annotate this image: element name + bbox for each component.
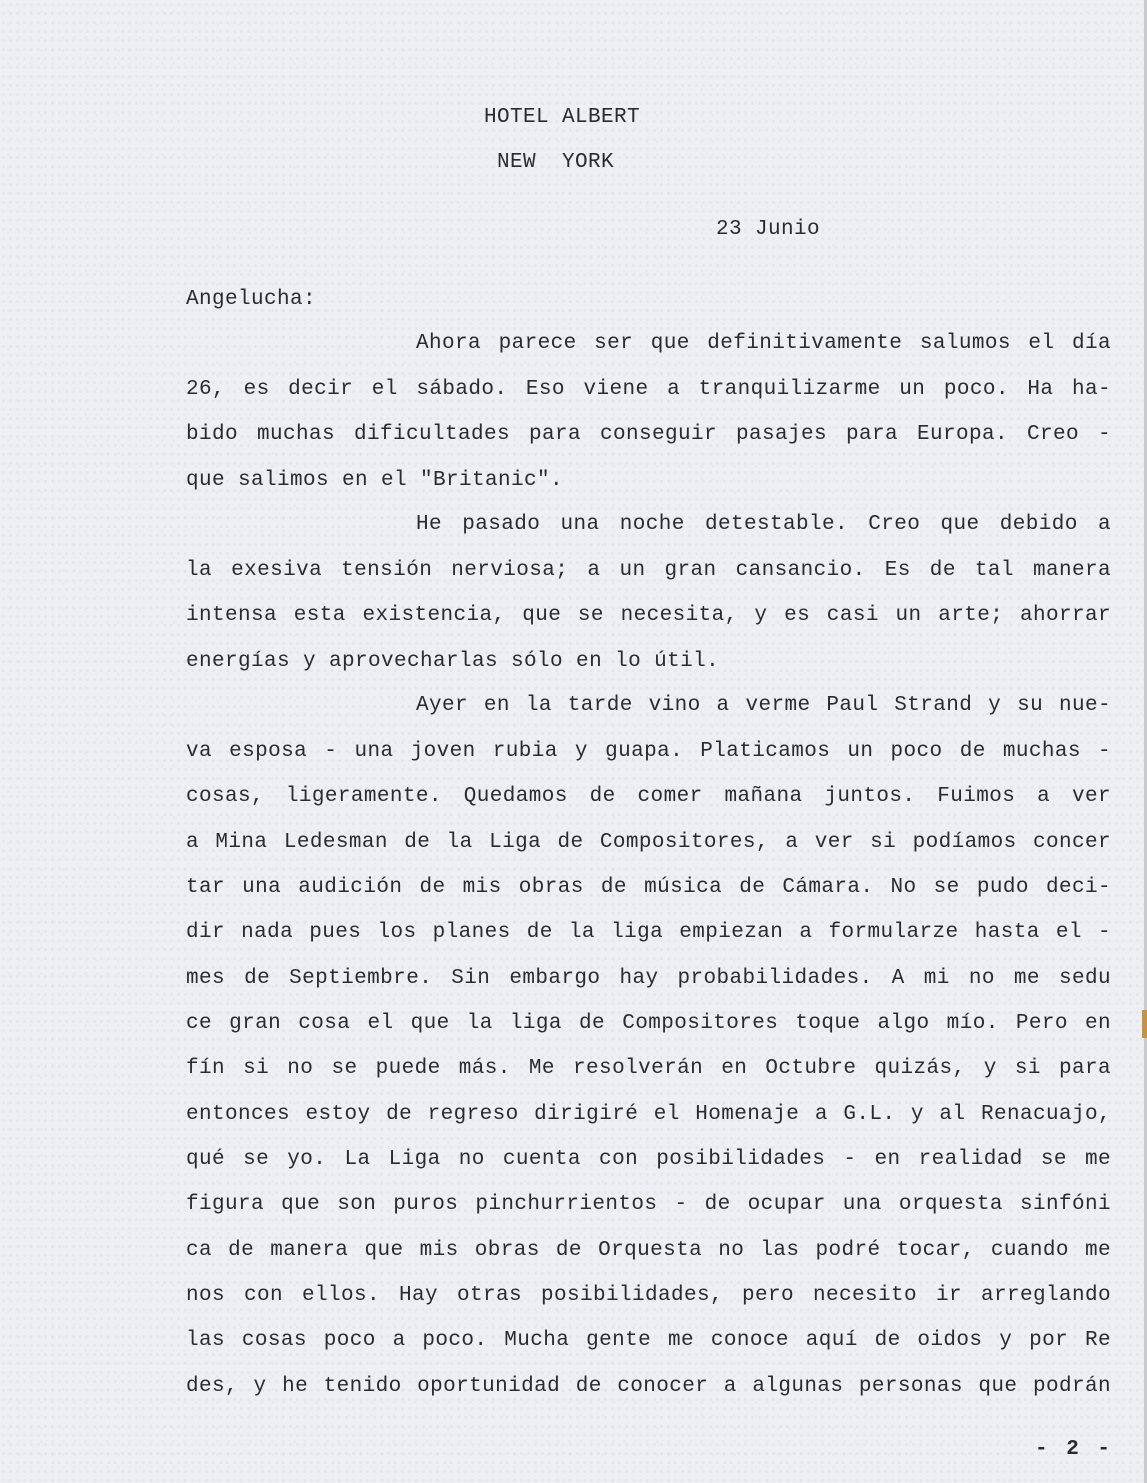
body-line: intensa esta existencia, que se necesita, y es casi un arte; ahorrar xyxy=(186,604,1111,627)
body-line: qué se yo. La Liga no cuenta con posibilidades - en realidad se me xyxy=(186,1148,1111,1171)
body-line: des, y he tenido oportunidad de conocer a algunas personas que podrán xyxy=(186,1375,1111,1398)
paper-clip-mark xyxy=(1142,1010,1147,1038)
body-line: entonces estoy de regreso dirigiré el Homenaje a G.L. y al Renacuajo, xyxy=(186,1103,1111,1126)
salutation: Angelucha: xyxy=(186,288,317,311)
body-line: figura que son puros pinchurrientos - de ocupar una orquesta sinfóni xyxy=(186,1193,1111,1216)
body-line: fín si no se puede más. Me resolverán en Octubre quizás, y si para xyxy=(186,1057,1111,1080)
letterhead-city: NEW YORK xyxy=(497,151,615,174)
body-line: a Mina Ledesman de la Liga de Compositores, a ver si podíamos concer xyxy=(186,831,1111,854)
body-line: 26, es decir el sábado. Eso viene a tranquilizarme un poco. Ha ha- xyxy=(186,378,1111,401)
body-line: mes de Septiembre. Sin embargo hay probabilidades. A mi no me sedu xyxy=(186,967,1111,990)
body-line: la exesiva tensión nerviosa; a un gran cansancio. Es de tal manera xyxy=(186,559,1111,582)
body-line: He pasado una noche detestable. Creo que debido a xyxy=(416,513,1111,536)
body-line: dir nada pues los planes de la liga empiezan a formularze hasta el - xyxy=(186,921,1111,944)
letter-date: 23 Junio xyxy=(716,218,821,241)
body-line: Ayer en la tarde vino a verme Paul Strand y su nue- xyxy=(416,694,1111,717)
body-line: tar una audición de mis obras de música de Cámara. No se pudo deci- xyxy=(186,876,1111,899)
page-number: - 2 - xyxy=(1034,1438,1113,1461)
body-line: va esposa - una joven rubia y guapa. Platicamos un poco de muchas - xyxy=(186,740,1111,763)
body-line: ce gran cosa el que la liga de Compositores toque algo mío. Pero en xyxy=(186,1012,1111,1035)
letterhead-hotel: HOTEL ALBERT xyxy=(484,106,641,129)
body-line: cosas, ligeramente. Quedamos de comer mañana juntos. Fuimos a ver xyxy=(186,785,1111,808)
body-line: las cosas poco a poco. Mucha gente me conoce aquí de oidos y por Re xyxy=(186,1329,1111,1352)
body-line: ca de manera que mis obras de Orquesta no las podré tocar, cuando me xyxy=(186,1239,1111,1262)
body-line: Ahora parece ser que definitivamente salumos el día xyxy=(416,332,1111,355)
body-line: que salimos en el "Britanic". xyxy=(186,469,564,492)
body-line: energías y aprovecharlas sólo en lo útil. xyxy=(186,650,720,673)
body-line: bido muchas dificultades para conseguir pasajes para Europa. Creo - xyxy=(186,423,1111,446)
body-line: nos con ellos. Hay otras posibilidades, pero necesito ir arreglando xyxy=(186,1284,1111,1307)
